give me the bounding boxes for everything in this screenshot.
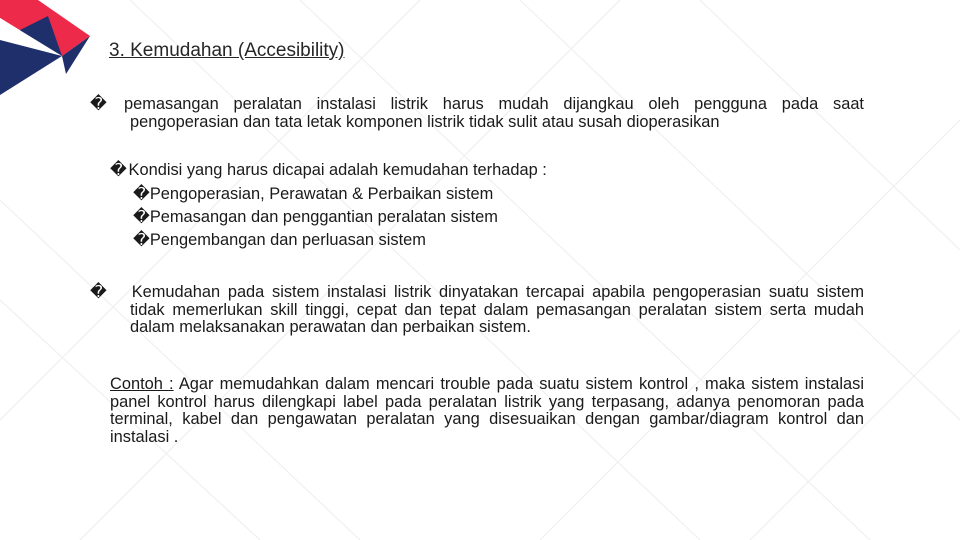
bullet-text: pemasangan peralatan instalasi listrik harus mudah dijangkau oleh pengguna pada saat pengoperasian dan tata letak komponen listrik tidak sulit atau susah dioperasikan: [124, 95, 864, 131]
bullet-kemudahan: [90, 282, 864, 337]
sub-item-text: Pemasangan dan penggantian peralatan sistem: [149, 208, 498, 226]
bullet-icon: �: [90, 94, 107, 113]
sub-item-pengembangan: [133, 230, 426, 250]
bullet-icon: �: [90, 282, 107, 301]
bullet-kondisi: [110, 161, 850, 180]
contoh-paragraph: [110, 376, 864, 446]
sub-bullet-icon: �: [133, 208, 150, 226]
bullet-icon: �: [110, 160, 127, 179]
contoh-text: Agar memudahkan dalam mencari trouble pada suatu sistem kontrol , maka sistem instalasi panel kontrol harus dilengkapi label pada peralatan listrik yang terpasang, adanya penomoran pada terminal, kabel dan pengawatan peralatan yang disesuaikan dengan gambar/diagram kontrol dan instalasi .: [110, 375, 864, 446]
contoh-label: Contoh :: [110, 375, 174, 393]
bullet-text: Kondisi yang harus dicapai adalah kemudahan terhadap :: [124, 161, 547, 179]
sub-item-pemasangan: [133, 207, 498, 227]
sub-bullet-icon: �: [133, 185, 150, 203]
sub-item-pengoperasian: [133, 184, 493, 204]
bullet-text: Kemudahan pada sistem instalasi listrik dinyatakan tercapai apabila pengoperasian suatu sistem tidak memerlukan skill tinggi, cepat dan tepat dalam pemasangan peralatan sistem serta mudah dalam melaksanakan perawatan dan perbaikan sistem.: [124, 283, 864, 336]
bullet-pemasangan: [90, 94, 864, 131]
slide-title: 3. Kemudahan (Accesibility): [109, 40, 345, 61]
sub-bullet-icon: �: [133, 231, 150, 249]
sub-item-text: Pengembangan dan perluasan sistem: [149, 231, 426, 249]
sub-item-text: Pengoperasian, Perawatan & Perbaikan sistem: [149, 185, 494, 203]
